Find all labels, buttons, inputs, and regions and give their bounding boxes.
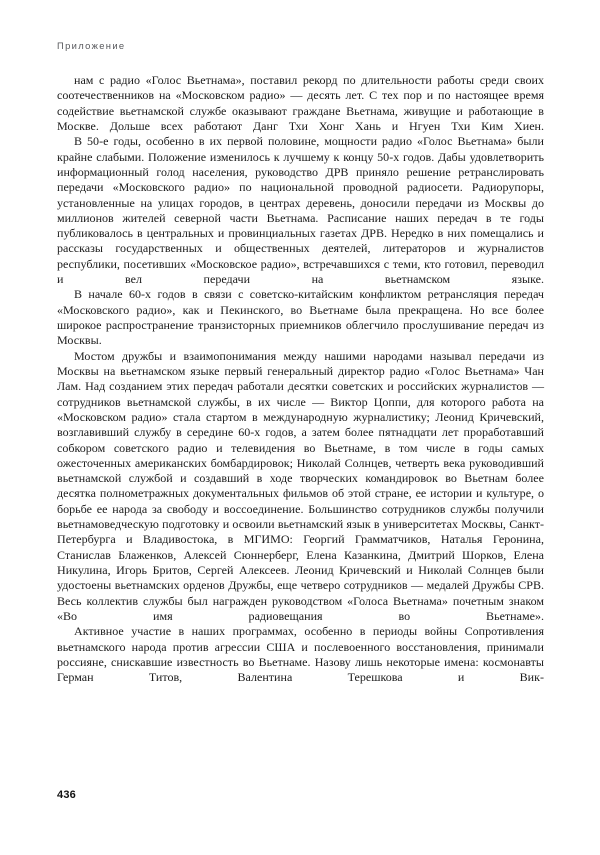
paragraph: В начале 60-х годов в связи с советско-китайским конфликтом ретрансляция передач «Московского радио», как и Пекинского, во Вьетнаме была прекращена. Но все более широкое распространение транзисторных приемников облегчило прослушивание передач из Москвы. (57, 287, 544, 348)
paragraph: Активное участие в наших программах, особенно в периоды войны Сопротивления вьетнамского народа против агрессии США и послевоенного восстановления, принимали россияне, снискавшие известность во Вьетнаме. Назову лишь некоторые имена: космонавты Герман Титов, Валентина Терешкова и Вик- (57, 624, 544, 685)
body-text-column (57, 73, 544, 686)
paragraph: Мостом дружбы и взаимопонимания между нашими народами называл передачи из Москвы на вьетнамском языке первый генеральный директор радио «Голос Вьетнама» Чан Лам. Над созданием этих передач работали десятки советских и российских журналистов — сотрудников вьетнамской службы, в их числе — Виктор Цоппи, для которого работа на «Московском радио» стала стартом в международную журналистику; Леонид Кричевский, возглавивший службу в середине 60-х годов, а затем более пятнадцати лет проработавший собкором советского радио и телевидения во Вьетнаме, в том числе в годы самых ожесточенных американских бомбардировок; Николай Солнцев, четверть века руководивший вьетнамской службой и создавший в ходе творческих командировок во Вьетнам более десятка полнометражных документальных фильмов об этой стране, ее истории и культуре, о борьбе ее народа за свободу и воссоединение. Большинство сотрудников службы получили вьетнамоведческую подготовку и освоили вьетнамский язык в университетах Москвы, Санкт-Петербурга и Владивостока, в МГИМО: Георгий Грамматчиков, Наталья Геронина, Станислав Блаженков, Алексей Сюннерберг, Елена Казанкина, Дмитрий Шорков, Елена Никулина, Игорь Бритов, Сергей Алексеев. Леонид Кричевский и Николай Солнцев были удостоены вьетнамских орденов Дружбы, еще четверо сотрудников — медалей Дружбы СРВ. Весь коллектив службы был награжден руководством «Голоса Вьетнама» почетным знаком «Во имя радиовещания во Вьетнаме». (57, 348, 544, 623)
paragraph: В 50-е годы, особенно в их первой половине, мощности радио «Голос Вьетнама» были крайне слабыми. Положение изменилось к лучшему к концу 50-х годов. Дабы удовлетворить информационный голод населения, руководство ДРВ приняло решение ретранслировать передачи «Московского радио» по национальной проводной радиосети. Радиорупоры, установленные на улицах городов, в центрах деревень, доносили передачи из Москвы до миллионов жителей северной части Вьетнама. Расписание наших передач в те годы публиковалось в центральных и провинциальных газетах ДРВ. Нередко в них помещались и рассказы государственных и общественных деятелей, литераторов и журналистов республики, посетивших «Московское радио», встречавшихся с теми, кто готовил, переводил и вел передачи на вьетнамском языке. (57, 134, 544, 287)
page-number: 436 (57, 789, 76, 801)
running-head: Приложение (57, 40, 126, 51)
paragraph: нам с радио «Голос Вьетнама», поставил рекорд по длительности работы среди своих соотечественников на «Московском радио» — десять лет. С тех пор и по настоящее время содействие вьетнамской службе оказывают граждане Вьетнама, живущие и работающие в Москве. Дольше всех работают Данг Тхи Хонг Хань и Нгуен Тхи Ким Хиен. (57, 73, 544, 133)
